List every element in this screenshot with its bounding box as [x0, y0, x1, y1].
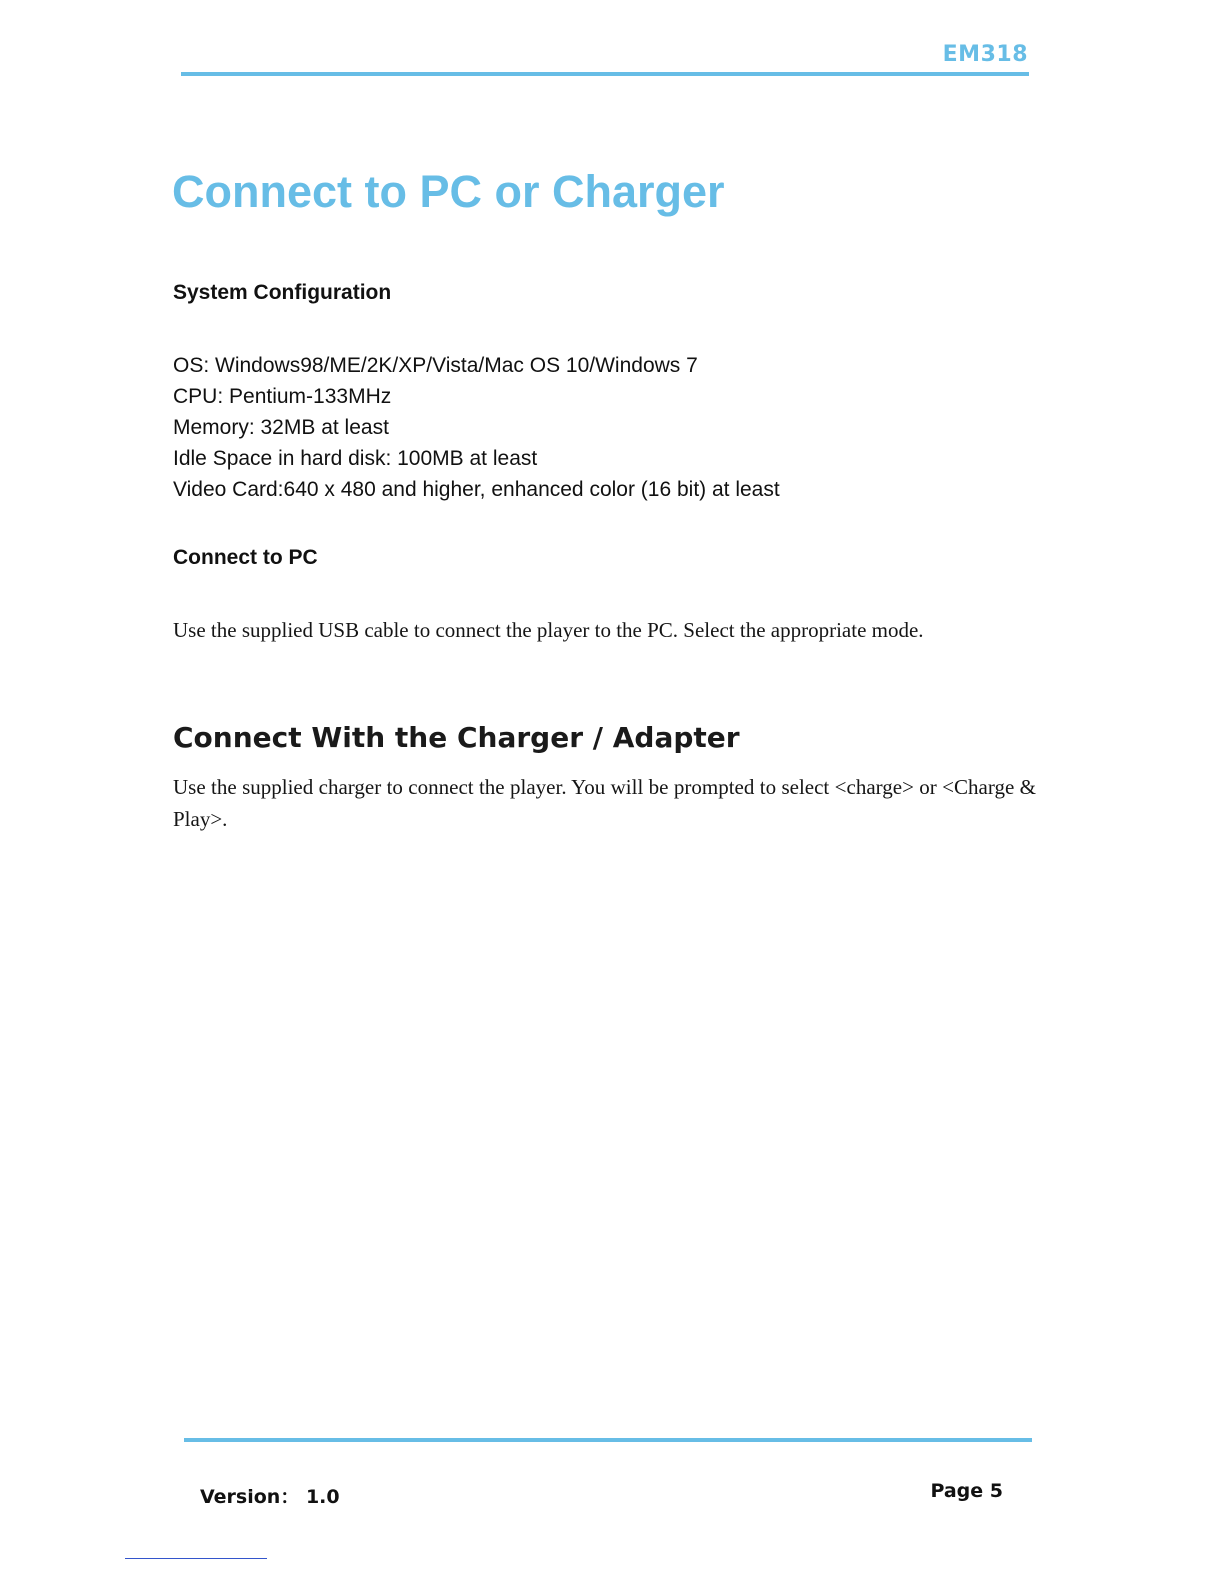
- connect-to-pc-heading: Connect to PC: [173, 546, 318, 569]
- system-configuration-heading: System Configuration: [173, 281, 392, 304]
- scan-artifact-line: [125, 1558, 267, 1559]
- requirement-os: OS: Windows98/ME/2K/XP/Vista/Mac OS 10/Windows 7: [173, 354, 698, 377]
- requirement-disk-space: Idle Space in hard disk: 100MB at least: [173, 447, 538, 470]
- header-rule: [181, 72, 1029, 76]
- connect-charger-paragraph: Use the supplied charger to connect the player. You will be prompted to select <charge> or <Charge & Play>.: [173, 775, 1036, 831]
- requirement-memory: Memory: 32MB at least: [173, 416, 389, 439]
- footer-rule: [184, 1438, 1032, 1442]
- page-title: Connect to PC or Charger: [172, 166, 725, 217]
- requirement-video-card: Video Card:640 x 480 and higher, enhanced color (16 bit) at least: [173, 478, 780, 501]
- system-requirements-list: [173, 350, 780, 505]
- page-number: Page 5: [930, 1480, 1003, 1502]
- version-label: Version： 1.0: [200, 1486, 340, 1508]
- document-model-label: EM318: [942, 42, 1028, 67]
- requirement-cpu: CPU: Pentium-133MHz: [173, 385, 392, 408]
- connect-charger-heading: Connect With the Charger / Adapter: [173, 721, 740, 754]
- connect-to-pc-paragraph: Use the supplied USB cable to connect the player to the PC. Select the appropriate mode.: [173, 618, 924, 642]
